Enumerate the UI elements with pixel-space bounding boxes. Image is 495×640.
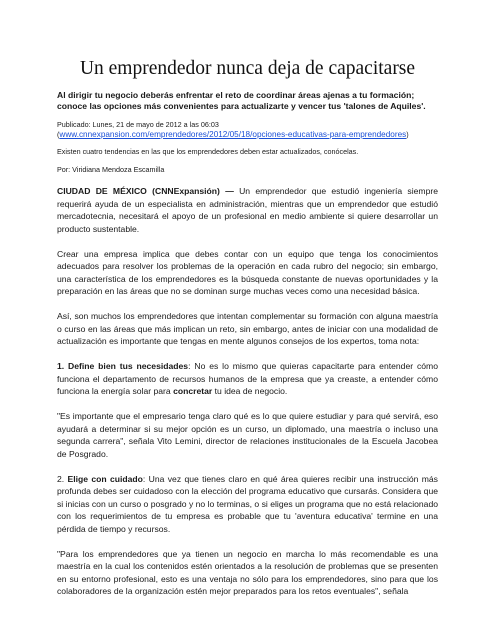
paragraph-2: Crear una empresa implica que debes contar con un equipo que tenga los conocimientos adecuados para resolver los problemas de la operación en cada rubro del negocio; sin embargo, una característica de los emprendedores es la búsqueda constante de nuevas oportunidades y la preparación en las áreas que no se dominan surge muchas veces como una necesidad básica. [57,248,438,296]
tip-1-heading: 1. Define bien tus necesidades [57,361,189,371]
paragraph-4-text-a: : No es lo mismo que quieras capacitarte para entender cómo funciona el departamento de recursos humanos de la empresa que ya creaste, a entender cómo funciona la energía solar para [57,361,438,396]
publication-date: Publicado: Lunes, 21 de mayo de 2012 a las 06:03 [57,120,219,129]
tip-2-heading: Elige con cuidado [67,473,143,484]
source-link-line [57,130,438,140]
paragraph-7: "Para los emprendedores que ya tienen un negocio en marcha lo más recomendable es una maestría en la cual los contenidos estén orientados a la resolución de problemas que se presenten en su entorno profesional, esto es una ventaja no sólo para los emprendedores, sino para que los colaboradores de la organización estén mejor preparados para los retos eventuales", señala [57,548,438,596]
link-close-paren: ) [406,129,409,139]
author-line: Por: Viridiana Mendoza Escamilla [57,164,165,174]
article-body [57,185,438,598]
paragraph-3: Así, son muchos los emprendedores que intentan complementar su formación con alguna maestría o curso en las áreas que más implican un reto, sin embargo, antes de iniciar con una modalidad de actualización es importante que tengas en mente algunos consejos de los expertos, toma nota: [57,311,438,346]
summary-note: Existen cuatro tendencias en las que los emprendedores deben estar actualizados, conócelas. [57,147,359,156]
paragraph-1 [57,185,438,235]
paragraph-4-text-b: tu idea de negocio. [212,386,288,396]
source-link[interactable]: www.cnnexpansion.com/emprendedores/2012/05/18/opciones-educativas-para-emprendedores [59,129,407,139]
paragraph-5: "Es importante que el empresario tenga claro qué es lo que quiere estudiar y para qué servirá, eso ayudará a determinar si su mejor opción es un curso, un diplomado, una maestría o incluso una segunda carrera", señala Vito Lemini, director de relaciones institucionales de la Escuela Jacobea de Posgrado. [57,411,438,459]
paragraph-1-text: Un emprendedor que estudió ingeniería siempre requerirá ayuda de un especialista en administración, mientras que un emprendedor que estudió mercadotecnia, necesitará el apoyo de un profesional en medio ambiente si quiere desarrollar un producto sustentable. [57,186,439,234]
article-title: Un emprendedor nunca deja de capacitarse [79,58,416,79]
tip-2-number: 2. [57,473,68,484]
paragraph-6-text: : Una vez que tienes claro en qué área quieres recibir una instrucción más profunda debes ser cuidadoso con la elección del programa educativo que cursarás. Considera que si inicias con un curso o posgrado y no lo terminas, o si eliges un programa que no está relacionado con los requerimientos de tu empresa es probable que tu 'aventura educativa' termine en una pérdida de tiempo y recursos. [57,473,438,534]
paragraph-4-bold-word: concretar [173,386,213,396]
article-lead: Al dirigir tu negocio deberás enfrentar el reto de coordinar áreas ajenas a tu formación; conoce las opciones más convenientes para actualizarte y vencer tus 'talones de Aquiles'. [57,90,426,111]
dateline: CIUDAD DE MÉXICO (CNNExpansión) — [57,186,234,196]
paragraph-6 [57,473,438,536]
paragraph-4 [57,360,438,398]
link-open-paren: ( [57,129,60,139]
